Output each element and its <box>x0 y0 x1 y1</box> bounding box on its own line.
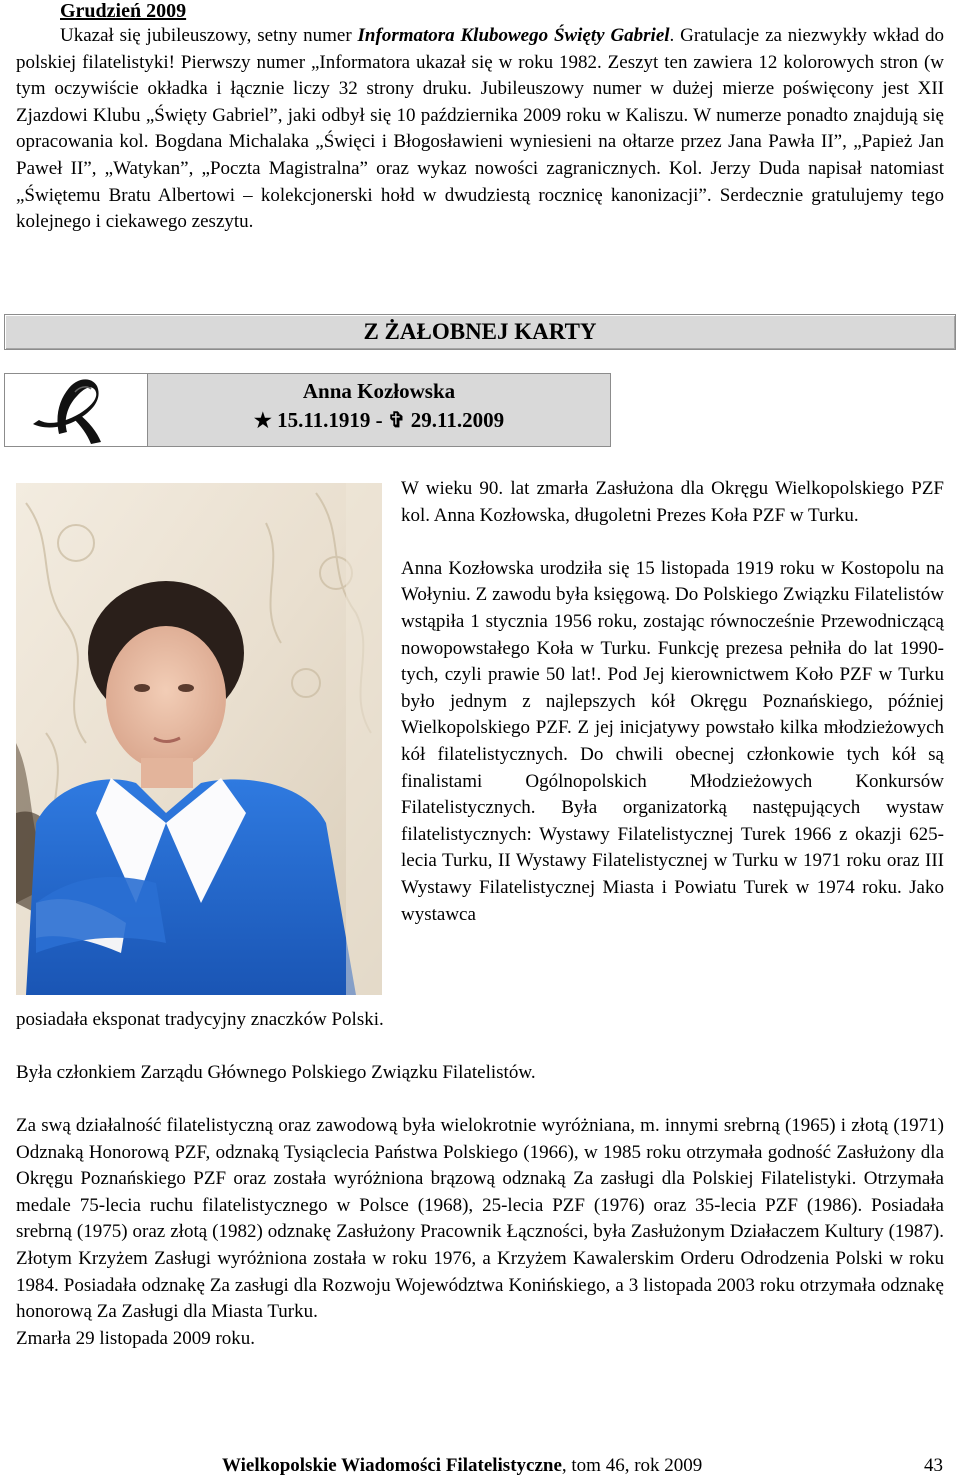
journal-title: Wielkopolskie Wiadomości Filatelistyczne <box>222 1455 562 1476</box>
obituary-banner: Z ŻAŁOBNEJ KARTY <box>4 314 956 350</box>
intro-text-a: Ukazał się jubileuszowy, setny numer <box>60 25 358 46</box>
mourning-ribbon-icon <box>5 374 147 446</box>
obituary-bio: Anna Kozłowska urodziła się 15 listopada 1919 roku w Kostopolu na Wołyniu. Z zawodu była księgową. Do Polskiego Związku Filatelistów wstąpiła 1 stycznia 1956 roku, zostając równocześnie Przewodniczącą nowopowstałego Koła w Turku. Funkcję prezesa pełniła do lat 1990-tych, czyli prawie 50 lat!. Pod Jej kierownictwem Koło PZF w Turku było jednym z najlepszych kół Okręgu Poznańskiego, później Wielkopolskiego PZF. Z jej inicjatywy powstało kilka młodzieżowych kół filatelistycznych. Do chwili obecnej członkowie tych kół są finalistami Ogólnopolskich Młodzieżowych Konkursów Filatelistycznych. Była organizatorką następujących wystaw filatelistycznych: Wystawy Filatelistycznej Turek 1966 z okazji 625-lecia Turku, II Wystawy Filatelistycznej w Turku w 1971 roku oraz III Wystawy Filatelistycznej Miasta i Powiatu Turek w 1974 roku. Jako wystawca <box>401 557 944 925</box>
life-dates <box>148 407 610 435</box>
death-cross-icon: ✞ <box>387 408 406 432</box>
footer-title <box>222 1453 702 1480</box>
obituary-right-column <box>401 476 944 928</box>
intro-text-b: . Gratulacje za niezwykły wkład do polskiej filatelistyki! Pierwszy numer „Informatora ukazał się w roku 1982. Zeszyt ten zawiera 12 kolorowych stron (w tym oczywiście okładka i łącznie liczy 32 strony druku. Jubileuszowy numer w dużej mierze poświęcony jest XII Zjazdowi Klubu „Święty Gabriel”, jaki odbył się 10 października 2009 roku w Kaliszu. W numerze ponadto znajdują się opracowania kol. Bogdana Michalaka „Święci i Błogosławieni wyniesieni na ołtarze przez Jana Pawła II”, „Papież Jan Paweł II”, „Watykan”, „Poczta Magistralna” oraz wykaz nowości zagranicznych. Kol. Jerzy Duda napisał natomiast „Świętemu Bratu Albertowi – kolekcjonerski hołd w dwudziestą rocznicę kanonizacji”. Serdecznie gratulujemy tego kolejnego i ciekawego zeszytu. <box>16 25 944 233</box>
obituary-death: Zmarła 29 listopada 2009 roku. <box>16 1327 256 1349</box>
obituary-lead: W wieku 90. lat zmarła Zasłużona dla Okręgu Wielkopolskiego PZF kol. Anna Kozłowska, długoletni Prezes Koła PZF w Turku. <box>401 478 944 526</box>
obituary-name-cell <box>148 374 610 446</box>
section-heading: Grudzień 2009 <box>60 0 187 22</box>
intro-paragraph <box>16 23 944 236</box>
page-number: 43 <box>924 1455 943 1476</box>
birth-star-icon: ★ <box>253 410 272 432</box>
obituary-name-box <box>4 373 611 447</box>
deceased-name: Anna Kozłowska <box>302 379 456 403</box>
mourning-ribbon-cell <box>5 374 148 446</box>
informator-title: Informatora Klubowego Święty Gabriel <box>357 25 670 46</box>
journal-issue: , tom 46, rok 2009 <box>561 1455 703 1476</box>
birth-date: 15.11.1919 - <box>277 408 388 432</box>
obituary-board-paragraph: Była członkiem Zarządu Głównego Polskiego Związku Filatelistów. <box>16 1062 536 1083</box>
obituary-bio-end: posiadała eksponat tradycyjny znaczków Polski. <box>16 1009 384 1030</box>
obituary-honors-block <box>16 1113 944 1352</box>
death-date: 29.11.2009 <box>410 408 505 432</box>
portrait-photo <box>16 483 382 995</box>
obituary-honors: Za swą działalność filatelistyczną oraz zawodową była wielokrotnie wyróżniana, m. innymi srebrną (1965) i złotą (1971) Odznaką Honorową PZF, odznaką Tysiąclecia Państwa Polskiego (1966), w 1985 roku otrzymała godność Zasłużony dla Okręgu Poznańskiego PZF oraz została wyróżniona brązową odznaką Za zasługi dla Polskiej Filatelistyki. Otrzymała medale 75-lecia ruchu filatelistycznego w Polsce (1968), 25-lecia PZF (1976) oraz 35-lecia PZF (1986). Posiadała srebrną (1975) oraz złotą (1982) odznakę Zasłużony Pracownik Łączności, była Zasłużonym Działaczem Kultury (1987). Złotym Krzyżem Zasługi wyróżniona została w roku 1976, a Krzyżem Kawalerskim Orderu Odrodzenia Polski w roku 1984. Posiadała odznakę Za zasługi dla Rozwoju Województwa Konińskiego, a 3 listopada 2003 roku otrzymała odznakę honorową Za Zasługi dla Miasta Turku. <box>16 1115 944 1323</box>
